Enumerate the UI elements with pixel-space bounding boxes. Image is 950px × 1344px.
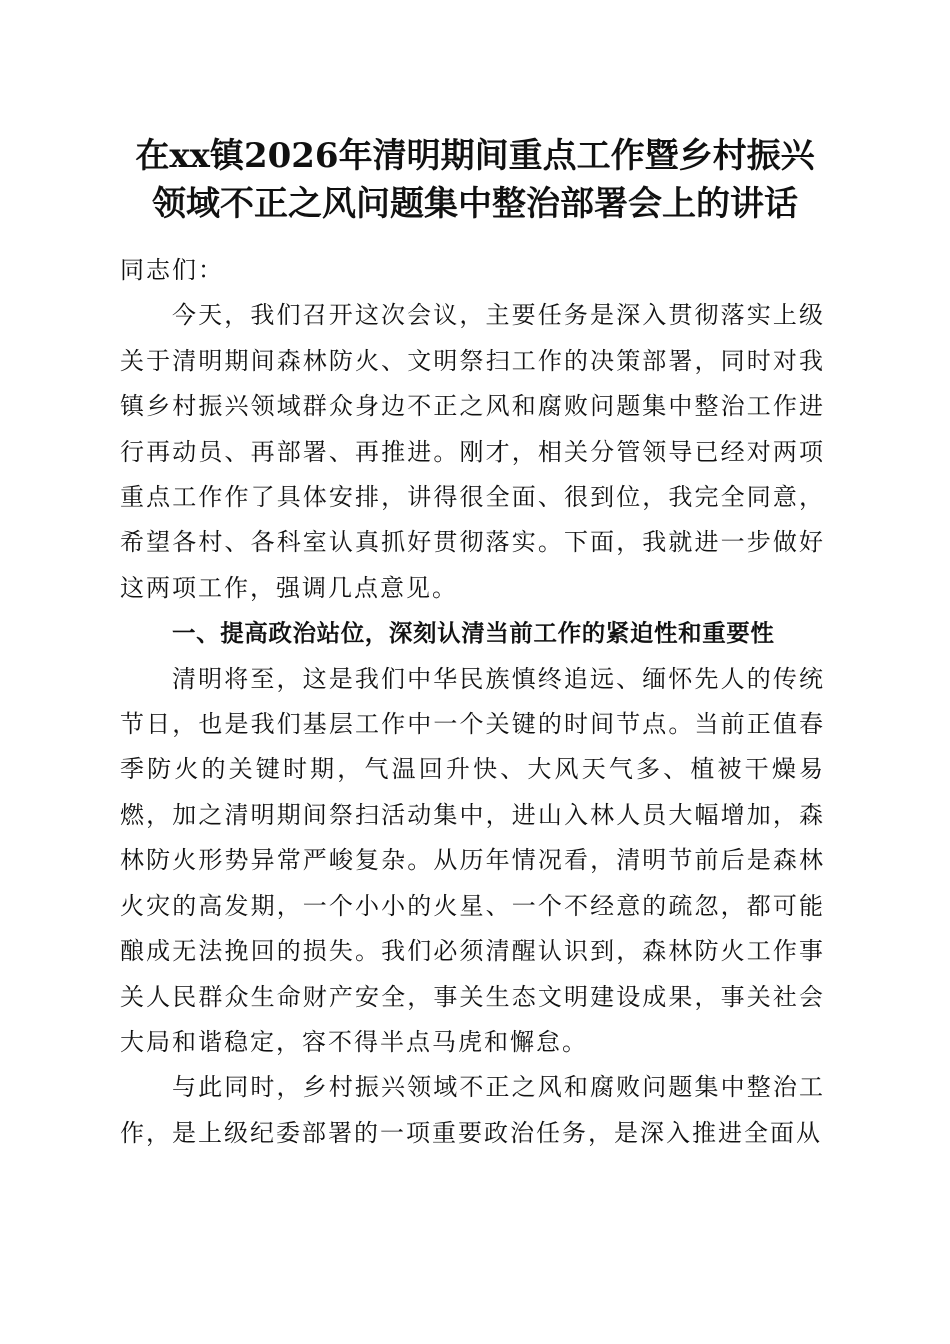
document-title <box>80 132 870 228</box>
section-heading-1: 一、提高政治站位，深刻认清当前工作的紧迫性和重要性 <box>172 619 775 648</box>
salutation: 同志们： <box>120 256 224 284</box>
paragraph-opening: 今天，我们召开这次会议，主要任务是深入贯彻落实上级关于清明期间森林防火、文明祭扫工作的决策部署，同时对我镇乡村振兴领域群众身边不正之风和腐败问题集中整治工作进行再动员、再部署、再推进。刚才，相关分管领导已经对两项重点工作作了具体安排，讲得很全面、很到位，我完全同意，希望各村、各科室认真抓好贯彻落实。下面，我就进一步做好这两项工作，强调几点意见。 <box>120 301 825 602</box>
document-body <box>120 248 825 1156</box>
paragraph-rectification: 与此同时，乡村振兴领域不正之风和腐败问题集中整治工作，是上级纪委部署的一项重要政治任务，是深入推进全面从 <box>120 1073 825 1147</box>
paragraph-forest-fire: 清明将至，这是我们中华民族慎终追远、缅怀先人的传统节日，也是我们基层工作中一个关键的时间节点。当前正值春季防火的关键时期，气温回升快、大风天气多、植被干燥易燃，加之清明期间祭扫活动集中，进山入林人员大幅增加，森林防火形势异常严峻复杂。从历年情况看，清明节前后是森林火灾的高发期，一个小小的火星、一个不经意的疏忽，都可能酿成无法挽回的损失。我们必须清醒认识到，森林防火工作事关人民群众生命财产安全，事关生态文明建设成果，事关社会大局和谐稳定，容不得半点马虎和懈怠。 <box>120 664 825 1056</box>
title-line-1: 在xx镇2026年清明期间重点工作暨乡村振兴 <box>135 136 815 176</box>
title-line-2: 领域不正之风问题集中整治部署会上的讲话 <box>152 184 798 224</box>
